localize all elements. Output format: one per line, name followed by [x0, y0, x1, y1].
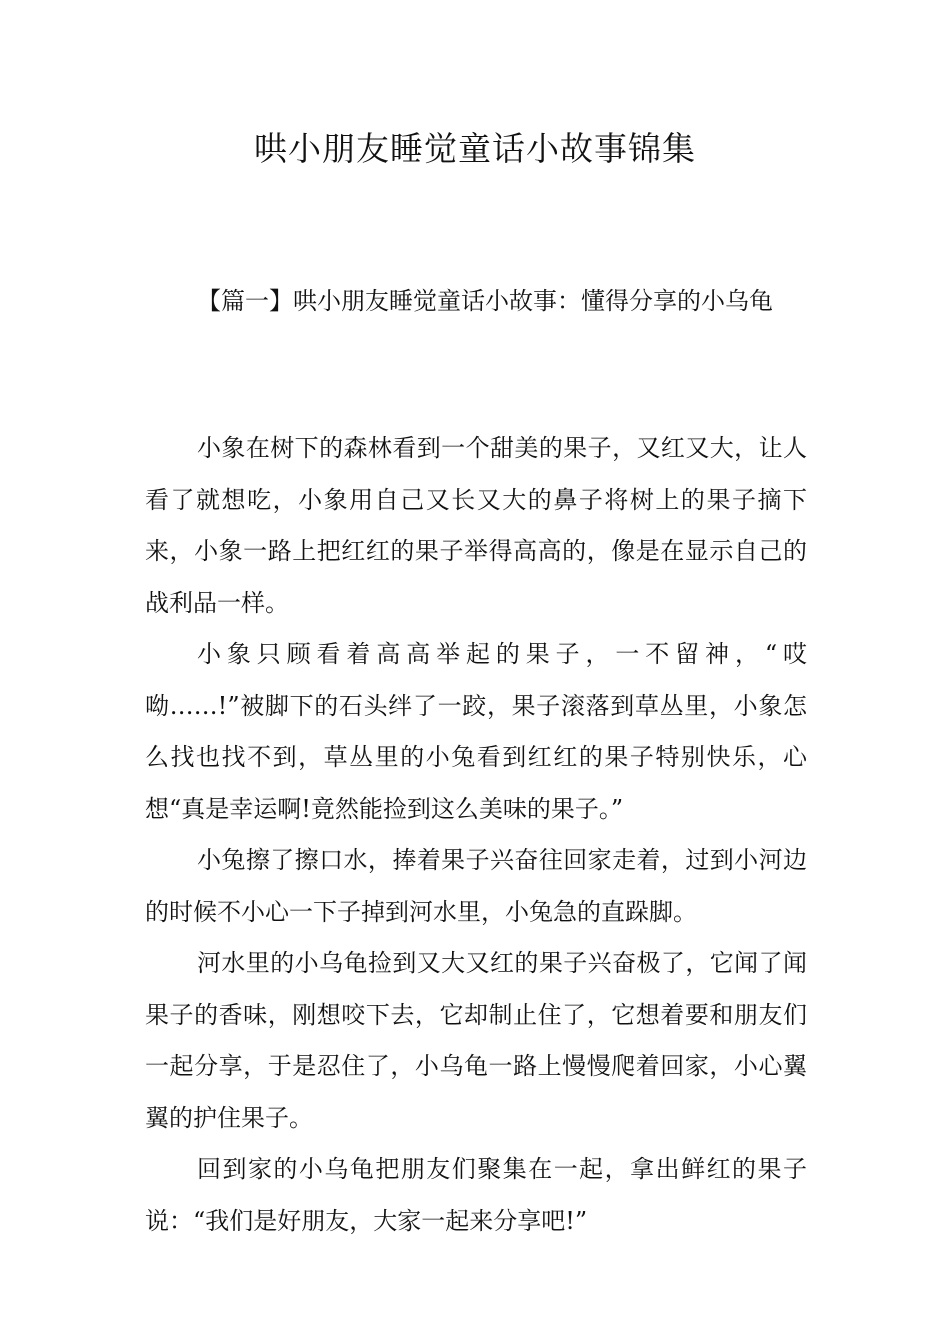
- paragraph: 河水里的小乌龟捡到又大又红的果子兴奋极了，它闻了闻果子的香味，刚想咬下去，它却制止住了，它想着要和朋友们一起分享，于是忍住了，小乌龟一路上慢慢爬着回家，小心翼翼的护住果子。: [145, 949, 807, 1132]
- paragraph: 小象只顾看着高高举起的果子，一不留神，“哎呦……!”被脚下的石头绊了一跤，果子滚落到草丛里，小象怎么找也找不到，草丛里的小兔看到红红的果子特别快乐，心想“真是幸运啊!竟然能捡到这么美味的果子。”: [145, 640, 807, 823]
- paragraph: 小兔擦了擦口水，捧着果子兴奋往回家走着，过到小河边的时候不小心一下子掉到河水里，小兔急的直跺脚。: [145, 846, 807, 926]
- page-title: 哄小朋友睡觉童话小故事锦集: [254, 129, 696, 168]
- section-heading: 【篇一】哄小朋友睡觉童话小故事：懂得分享的小乌龟: [197, 287, 773, 315]
- paragraph: 小象在树下的森林看到一个甜美的果子，又红又大，让人看了就想吃，小象用自己又长又大的鼻子将树上的果子摘下来，小象一路上把红红的果子举得高高的，像是在显示自己的战利品一样。: [145, 434, 807, 617]
- paragraph: 回到家的小乌龟把朋友们聚集在一起，拿出鲜红的果子说：“我们是好朋友，大家一起来分享吧!”: [145, 1155, 807, 1235]
